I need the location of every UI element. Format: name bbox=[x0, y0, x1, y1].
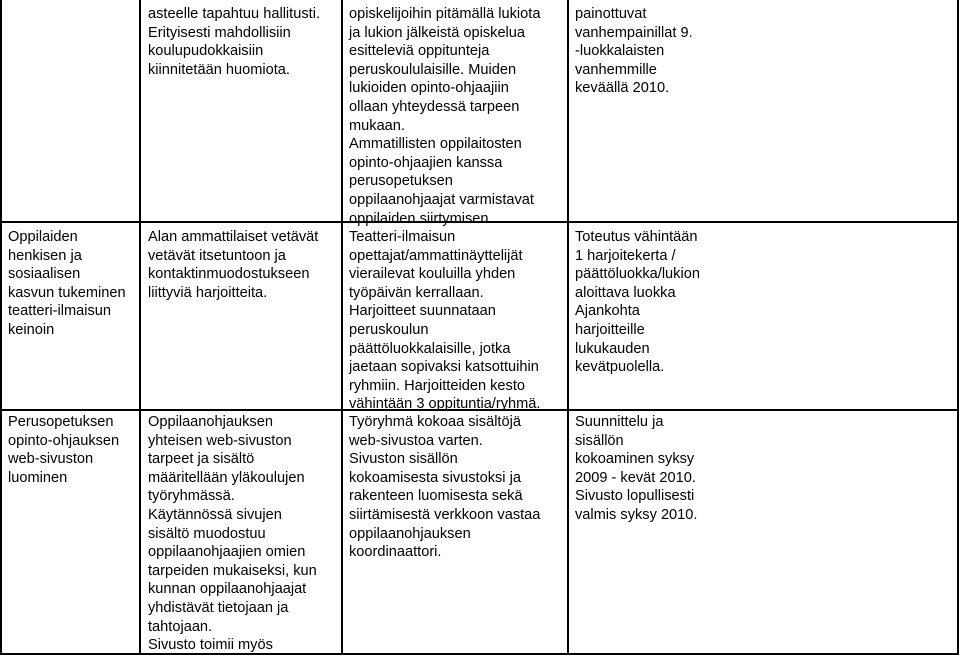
cell-text: Oppilaanohjauksen yhteisen web-sivuston tarpeet ja sisältö määritellään yläkoulujen työryhmässä. Käytännössä sivujen sisältö muodostuu oppilaanohjaajien omien tarpeiden mukaiseksi, kun kunnan oppilaanohjaajat yhdistävät tietojaan ja tahtojaan. Sivusto toimii myös bbox=[148, 414, 317, 654]
table-cell-actions bbox=[148, 228, 338, 302]
table-cell-schedule bbox=[575, 5, 955, 98]
cell-text: Perusopetuksen opinto-ohjauksen web-sivuston luominen bbox=[8, 414, 120, 486]
cell-text: Suunnittelu ja sisällön kokoaminen syksy 2009 - kevät 2010. Sivusto lopullisesti valmis syksy 2010. bbox=[575, 414, 698, 523]
cell-text: painottuvat vanhempainillat 9. -luokkalaisten vanhemmille keväällä 2010. bbox=[575, 6, 693, 97]
cell-text: Työryhmä kokoaa sisältöjä web-sivustoa varten. Sivuston sisällön kokoamisesta sivustoksi ja rakenteen luomisesta sekä siirtämisestä verkkoon vastaa oppilaanohjauksen koordinaattori. bbox=[349, 414, 541, 561]
cell-text: opiskelijoihin pitämällä lukiota ja lukion jälkeistä opiskelua esitteleviä oppitunteja peruskoululaisille. Muiden lukioiden opinto-ohjaajiin ollaan yhteydessä tarpeen mukaan. Ammatillisten oppilaitosten opinto-ohjaajien kanssa perusopetuksen oppilaanohjaajat varmistavat oppilaiden siirtymisen. bbox=[349, 6, 541, 227]
cell-text: asteelle tapahtuu hallitusti. Erityisesti mahdollisiin koulupudokkaisiin kiinnitetään huomiota. bbox=[148, 6, 320, 78]
table-cell-implementation bbox=[349, 228, 565, 414]
table-border-left bbox=[0, 0, 2, 655]
table-border-right bbox=[957, 0, 959, 655]
table-border-bottom bbox=[0, 653, 959, 655]
table-cell-schedule bbox=[575, 228, 955, 377]
table-cell-schedule bbox=[575, 413, 955, 525]
cell-text: Teatteri-ilmaisun opettajat/ammattinäyttelijät vierailevat kouluilla yhden työpäivän kerrallaan. Harjoitteet suunnataan peruskoulun päättöluokkalaisille, jotka jaetaan sopivaksi katsottuihin ryhmiin. Harjoitteiden kesto vähintään 3 oppituntia/ryhmä. bbox=[349, 229, 541, 413]
table-cell-goal bbox=[8, 413, 138, 487]
table-cell-implementation bbox=[349, 5, 565, 228]
cell-text: Alan ammattilaiset vetävät vetävät itsetuntoon ja kontaktinmuodostukseen liittyviä harjoitteita. bbox=[148, 229, 319, 301]
cell-text: Oppilaiden henkisen ja sosiaalisen kasvun tukeminen teatteri-ilmaisun keinoin bbox=[8, 229, 126, 338]
table-cell-actions bbox=[148, 5, 338, 79]
cell-text: Toteutus vähintään 1 harjoitekerta / päättöluokka/lukion aloittava luokka Ajankohta harjoitteille lukukauden kevätpuolella. bbox=[575, 229, 700, 376]
table-cell-goal bbox=[8, 228, 138, 340]
column-divider bbox=[567, 0, 569, 655]
column-divider bbox=[341, 0, 343, 655]
table-cell-implementation bbox=[349, 413, 565, 562]
table-cell-actions bbox=[148, 413, 338, 655]
column-divider bbox=[139, 0, 141, 655]
